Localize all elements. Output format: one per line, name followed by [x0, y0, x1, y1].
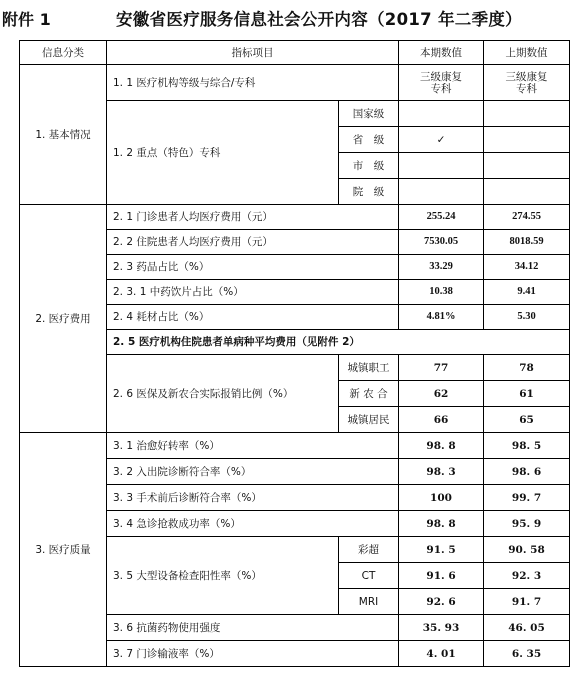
indicator-label: 2. 3 药品占比（%）: [107, 255, 399, 280]
previous-value-cell: [484, 65, 570, 101]
indicator-label: 2. 2 住院患者人均医疗费用（元）: [107, 230, 399, 255]
indicator-label: 2. 6 医保及新农合实际报销比例（%）: [107, 355, 339, 433]
current-value-line: 专科: [430, 82, 452, 95]
insurance-type-label: 城镇职工: [339, 355, 399, 381]
checkmark-cell: [399, 101, 484, 127]
specialty-level-label: 省 级: [339, 127, 399, 153]
previous-value-cell: [484, 179, 570, 205]
indicator-label: 3. 2 入出院诊断符合率（%）: [107, 459, 399, 485]
column-header-category: 信息分类: [20, 41, 107, 65]
current-value: 100: [399, 485, 484, 511]
specialty-level-label: 国家级: [339, 101, 399, 127]
previous-value: 99. 7: [484, 485, 570, 511]
device-type-label: CT: [339, 563, 399, 589]
current-value: 33.29: [399, 255, 484, 280]
table-header-row: [20, 41, 570, 65]
indicator-label: 3. 6 抗菌药物使用强度: [107, 615, 399, 641]
specialty-level-label: 市 级: [339, 153, 399, 179]
column-header-current: 本期数值: [399, 41, 484, 65]
previous-value: 98. 5: [484, 433, 570, 459]
current-value: 10.38: [399, 280, 484, 305]
indicator-label: 1. 1 医疗机构等级与综合/专科: [107, 65, 399, 101]
document-title: 安徽省医疗服务信息社会公开内容（2017 年二季度）: [116, 10, 522, 29]
insurance-type-label: 城镇居民: [339, 407, 399, 433]
device-type-label: MRI: [339, 589, 399, 615]
current-value: 4. 01: [399, 641, 484, 667]
table-row: [20, 433, 570, 459]
current-value: 255.24: [399, 205, 484, 230]
indicator-label: 2. 4 耗材占比（%）: [107, 305, 399, 330]
current-value: 4.81%: [399, 305, 484, 330]
category-cell-cost: 2. 医疗费用: [20, 205, 107, 433]
table-row: [20, 205, 570, 230]
previous-value: 5.30: [484, 305, 570, 330]
indicator-label-single-disease-cost: 2. 5 医疗机构住院患者单病种平均费用（见附件 2）: [107, 330, 570, 355]
previous-value: 46. 05: [484, 615, 570, 641]
previous-value: 9.41: [484, 280, 570, 305]
category-cell-quality: 3. 医疗质量: [20, 433, 107, 667]
previous-value: 78: [484, 355, 570, 381]
specialty-level-label: 院 级: [339, 179, 399, 205]
previous-value: 98. 6: [484, 459, 570, 485]
indicator-label: 3. 1 治愈好转率（%）: [107, 433, 399, 459]
previous-value: 91. 7: [484, 589, 570, 615]
table-row: [20, 65, 570, 101]
device-type-label: 彩超: [339, 537, 399, 563]
current-value: 66: [399, 407, 484, 433]
current-value-cell: [399, 65, 484, 101]
insurance-type-label: 新 农 合: [339, 381, 399, 407]
previous-value-line: 三级康复: [505, 70, 548, 83]
previous-value: 95. 9: [484, 511, 570, 537]
previous-value-cell: [484, 101, 570, 127]
indicator-label: 3. 7 门诊输液率（%）: [107, 641, 399, 667]
current-value: 62: [399, 381, 484, 407]
previous-value-line: 专科: [516, 82, 538, 95]
current-value: 98. 8: [399, 433, 484, 459]
current-value: 35. 93: [399, 615, 484, 641]
checkmark-cell: [399, 153, 484, 179]
current-value-line: 三级康复: [420, 70, 463, 83]
indicator-label: 2. 3. 1 中药饮片占比（%）: [107, 280, 399, 305]
previous-value: 61: [484, 381, 570, 407]
current-value: 77: [399, 355, 484, 381]
previous-value: 90. 58: [484, 537, 570, 563]
current-value: 98. 3: [399, 459, 484, 485]
disclosure-table: [19, 40, 570, 667]
indicator-label: 3. 3 手术前后诊断符合率（%）: [107, 485, 399, 511]
current-value: 92. 6: [399, 589, 484, 615]
current-value: 91. 5: [399, 537, 484, 563]
previous-value: 34.12: [484, 255, 570, 280]
previous-value: 6. 35: [484, 641, 570, 667]
indicator-label: 3. 5 大型设备检查阳性率（%）: [107, 537, 339, 615]
indicator-label: 3. 4 急诊抢救成功率（%）: [107, 511, 399, 537]
indicator-label: 2. 1 门诊患者人均医疗费用（元）: [107, 205, 399, 230]
document-header: [0, 0, 577, 36]
previous-value-cell: [484, 127, 570, 153]
category-cell-basic: 1. 基本情况: [20, 65, 107, 205]
current-value: 98. 8: [399, 511, 484, 537]
checkmark-cell: [399, 179, 484, 205]
indicator-label: 1. 2 重点（特色）专科: [107, 101, 339, 205]
previous-value: 92. 3: [484, 563, 570, 589]
checkmark-icon: ✓: [399, 127, 484, 153]
attachment-label: 附件 1: [2, 9, 51, 29]
previous-value: 274.55: [484, 205, 570, 230]
column-header-previous: 上期数值: [484, 41, 570, 65]
current-value: 91. 6: [399, 563, 484, 589]
column-header-indicator: 指标项目: [107, 41, 399, 65]
previous-value-cell: [484, 153, 570, 179]
current-value: 7530.05: [399, 230, 484, 255]
previous-value: 65: [484, 407, 570, 433]
previous-value: 8018.59: [484, 230, 570, 255]
